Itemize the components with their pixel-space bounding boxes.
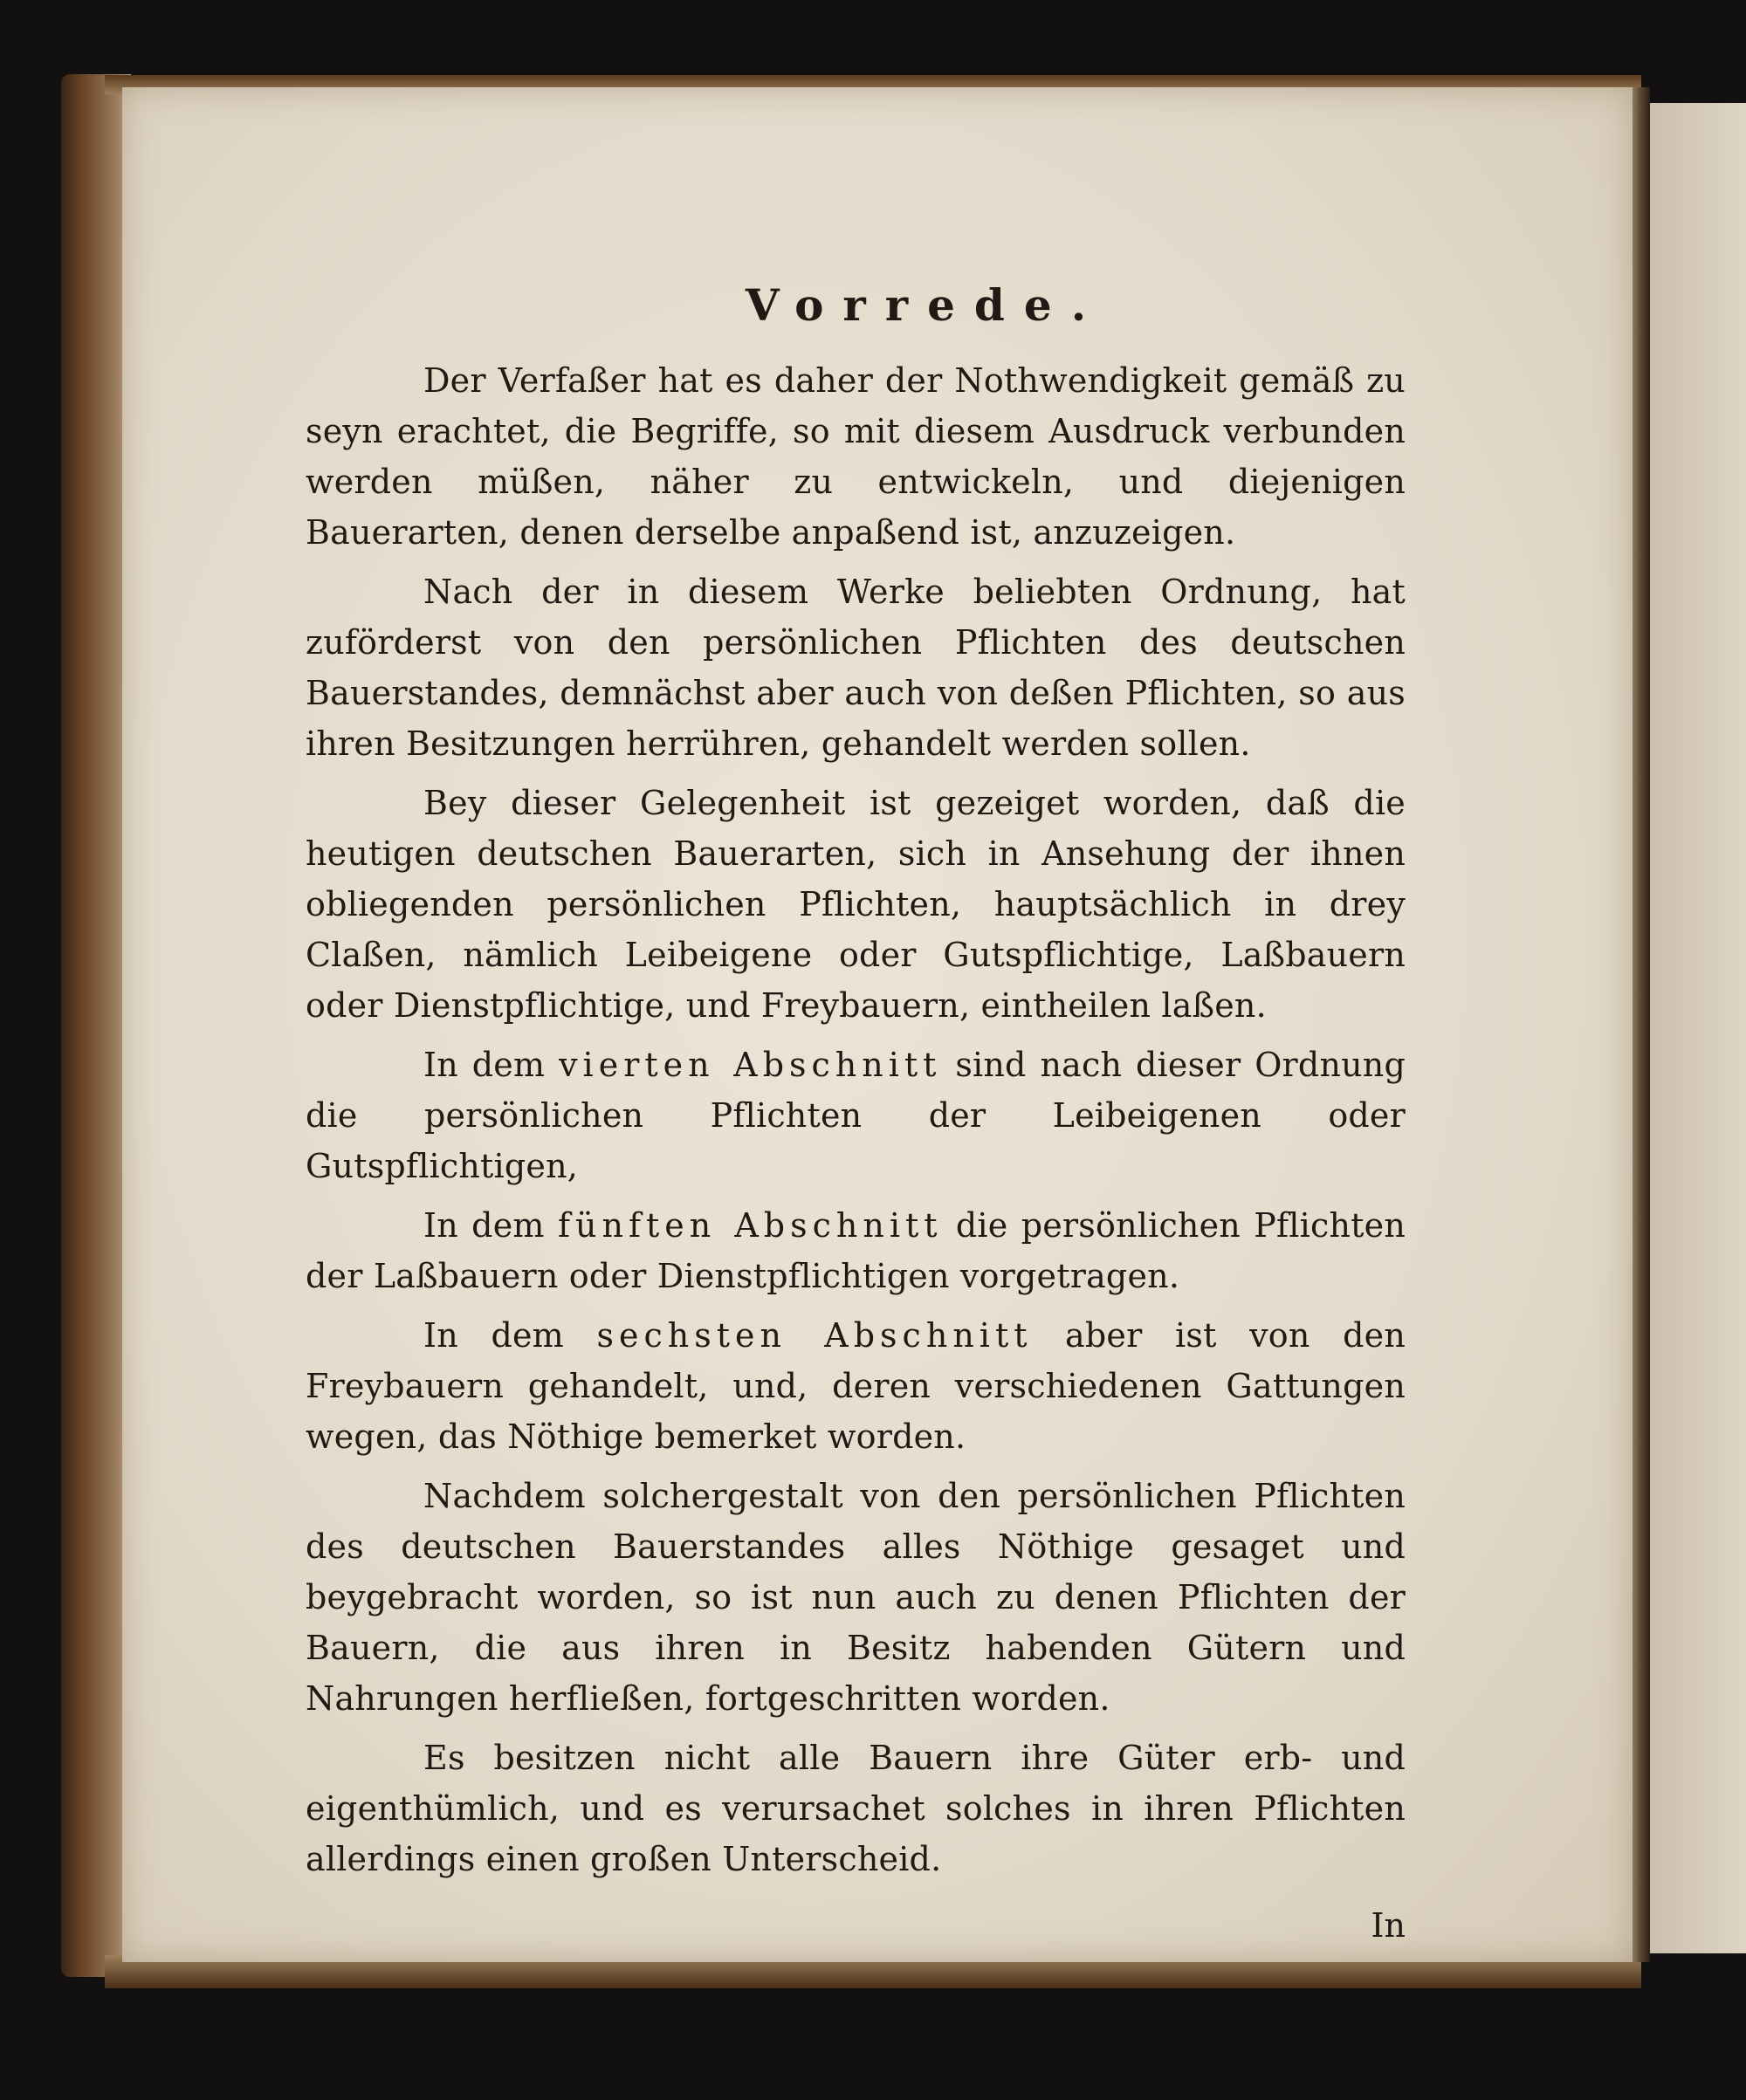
section-reference: sechsten Abschnitt (596, 1316, 1033, 1355)
paragraph-text: In dem (423, 1316, 597, 1355)
paragraph-text: die persönlichen Pflichten der Laßbauern oder Dienstpflichtigen vorgetragen. (306, 1206, 1406, 1295)
paragraph-text: sind nach dieser Ordnung die persönlichen Pflichten der Leibeigenen oder Gutspflichtigen, (306, 1046, 1406, 1185)
facing-page-edge (1650, 103, 1746, 1953)
paragraph: Bey dieser Gelegenheit ist gezeiget worden, daß die heutigen deutschen Bauerarten, sich in Ansehung der ihnen obliegenden persönlichen Pflichten, hauptsächlich in drey Claßen, nämlich Leibeigene oder Gutspflichtige, Laßbauern oder Dienstpflichtige, und Freybauern, eintheilen laßen. (306, 784, 1406, 1025)
paragraph-text: In dem (423, 1206, 558, 1245)
paragraph: Nach der in diesem Werke beliebten Ordnung, hat zuförderst von den persönlichen Pflichten des deutschen Bauerstandes, demnächst aber auch von deßen Pflichten, so aus ihren Besitzungen herrühren, gehandelt werden sollen. (306, 573, 1406, 763)
catchword: In (1371, 1906, 1406, 1945)
section-reference: vierten Abschnitt (559, 1046, 942, 1084)
paragraph: Nachdem solchergestalt von den persönlichen Pflichten des deutschen Bauerstandes alles Nöthige gesaget und beygebracht worden, so ist nun auch zu denen Pflichten der Bauern, die aus ihren in Besitz habenden Gütern und Nahrungen herfließen, fortgeschritten worden. (306, 1477, 1406, 1718)
page-heading: Vorrede. (745, 279, 1106, 331)
paragraph-text: aber ist von den Freybauern gehandelt, und, deren verschiedenen Gattungen wegen, das Nöthige bemerket worden. (306, 1316, 1406, 1456)
paragraph-text: In dem (423, 1046, 560, 1084)
book-spine-edge (61, 74, 131, 1977)
section-reference: fünften Abschnitt (557, 1206, 943, 1245)
paragraph: Es besitzen nicht alle Bauern ihre Güter erb- und eigenthümlich, und es verursachet solches in ihren Pflichten allerdings einen großen Unterscheid. (306, 1739, 1406, 1878)
paragraph (306, 1310, 1406, 1462)
paragraph (306, 1040, 1406, 1191)
paragraph: Der Verfaßer hat es daher der Nothwendigkeit gemäß zu seyn erachtet, die Begriffe, so mit diesem Ausdruck verbunden werden müßen, näher zu entwickeln, und diejenigen Bauerarten, denen derselbe anpaßend ist, anzuzeigen. (306, 361, 1406, 552)
paragraph (306, 1200, 1406, 1301)
page-text-block (306, 279, 1406, 1951)
